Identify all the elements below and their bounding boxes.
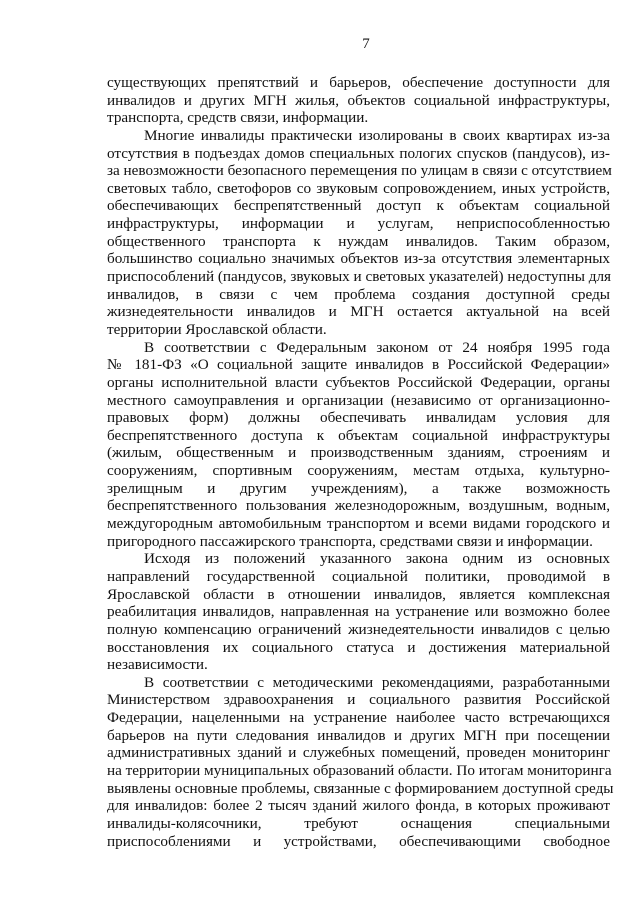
text-line: приспособлениями и устройствами, обеспечивающими свободное (107, 832, 610, 850)
text-line: отсутствия в подъездах домов специальных пологих спусков (пандусов), из- (107, 144, 610, 162)
text-line: органы исполнительной власти субъектов Российской Федерации, органы (107, 373, 610, 391)
text-line: большинство социально значимых объектов из-за отсутствия элементарных (107, 250, 610, 268)
text-line: независимости. (107, 656, 208, 674)
text-line: Федерации, нацеленными на устранение наиболее часто встречающихся (107, 709, 610, 727)
text-line: зрелищным и другим учреждениям), а также возможность (107, 479, 610, 497)
text-line: общественного транспорта к нуждам инвалидов. Таким образом, (107, 232, 610, 250)
text-line: беспрепятственного пользования железнодорожным, воздушным, водным, (107, 497, 610, 515)
document-body (107, 74, 614, 850)
text-line: В соответствии с методическими рекомендациями, разработанными (144, 673, 610, 691)
text-line: правовых форм) должны обеспечивать инвалидам условия для (107, 409, 610, 427)
text-line: (жилым, общественным и производственным зданиям, строениям и (107, 444, 610, 462)
text-line: инвалидов, в связи с чем проблема создания доступной среды (107, 285, 610, 303)
paragraph (107, 673, 614, 850)
text-line: восстановления их социального статуса и достижения материальной (107, 638, 610, 656)
text-line: полную компенсацию ограничений жизнедеятельности инвалидов с целью (107, 620, 610, 638)
paragraph (107, 127, 610, 339)
text-line: инвалиды-колясочники, требуют оснащения специальными (107, 814, 610, 832)
text-line: существующих препятствий и барьеров, обеспечение доступности для (107, 74, 610, 91)
text-line: Исходя из положений указанного закона одним из основных (144, 550, 610, 568)
text-line: обеспечивающих беспрепятственный доступ к объектам социальной (107, 197, 610, 215)
text-line: жизнедеятельности инвалидов и МГН остается актуальной на всей (107, 303, 610, 321)
text-line: Многие инвалиды практически изолированы в своих квартирах из-за (144, 126, 610, 144)
text-line: местного самоуправления и организации (независимо от организационно- (107, 391, 610, 409)
text-line: административных зданий и служебных помещений, проведен мониторинг (107, 744, 610, 762)
text-line: выявлены основные проблемы, связанные с формированием доступной среды (107, 779, 614, 797)
text-line: инфраструктуры, информации и услугам, неприспособленностью (107, 215, 610, 233)
text-line: территории Ярославской области. (107, 320, 327, 338)
text-line: инвалидов и других МГН жилья, объектов социальной инфраструктуры, (107, 91, 610, 109)
text-line: сооружениям, спортивным сооружениям, местам отдыха, культурно- (107, 462, 610, 480)
text-line: В соответствии с Федеральным законом от 24 ноября 1995 года (144, 338, 610, 356)
paragraph (107, 339, 610, 551)
text-line: транспорта, средств связи, информации. (107, 109, 369, 127)
text-line: Ярославской области в отношении инвалидов, является комплексная (107, 585, 610, 603)
paragraph (107, 74, 610, 127)
text-line: световых табло, светофоров со звуковым сопровождением, иных устройств, (107, 179, 610, 197)
text-line: беспрепятственного доступа к объектам социальной инфраструктуры (107, 426, 610, 444)
text-line: для инвалидов: более 2 тысяч зданий жилого фонда, в которых проживают (107, 797, 610, 815)
text-line: Министерством здравоохранения и социального развития Российской (107, 691, 610, 709)
text-line: междугородным автомобильным транспортом и всеми видами городского и (107, 515, 610, 533)
text-line: № 181-ФЗ «О социальной защите инвалидов в Российской Федерации» (107, 356, 610, 374)
text-line: реабилитация инвалидов, направленная на устранение или возможно более (107, 603, 610, 621)
text-line: за невозможности безопасного перемещения по улицам в связи с отсутствием (107, 162, 612, 180)
text-line: на территории муниципальных образований области. По итогам мониторинга (107, 761, 612, 779)
text-line: пригородного пассажирского транспорта, средствами связи и информации. (107, 532, 593, 550)
text-line: барьеров на пути следования инвалидов и других МГН при посещении (107, 726, 610, 744)
paragraph (107, 550, 610, 673)
text-line: приспособлений (пандусов, звуковых и световых указателей) недоступны для (107, 268, 612, 286)
page-number: 7 (362, 36, 370, 52)
text-line: направлений государственной социальной политики, проводимой в (107, 567, 610, 585)
